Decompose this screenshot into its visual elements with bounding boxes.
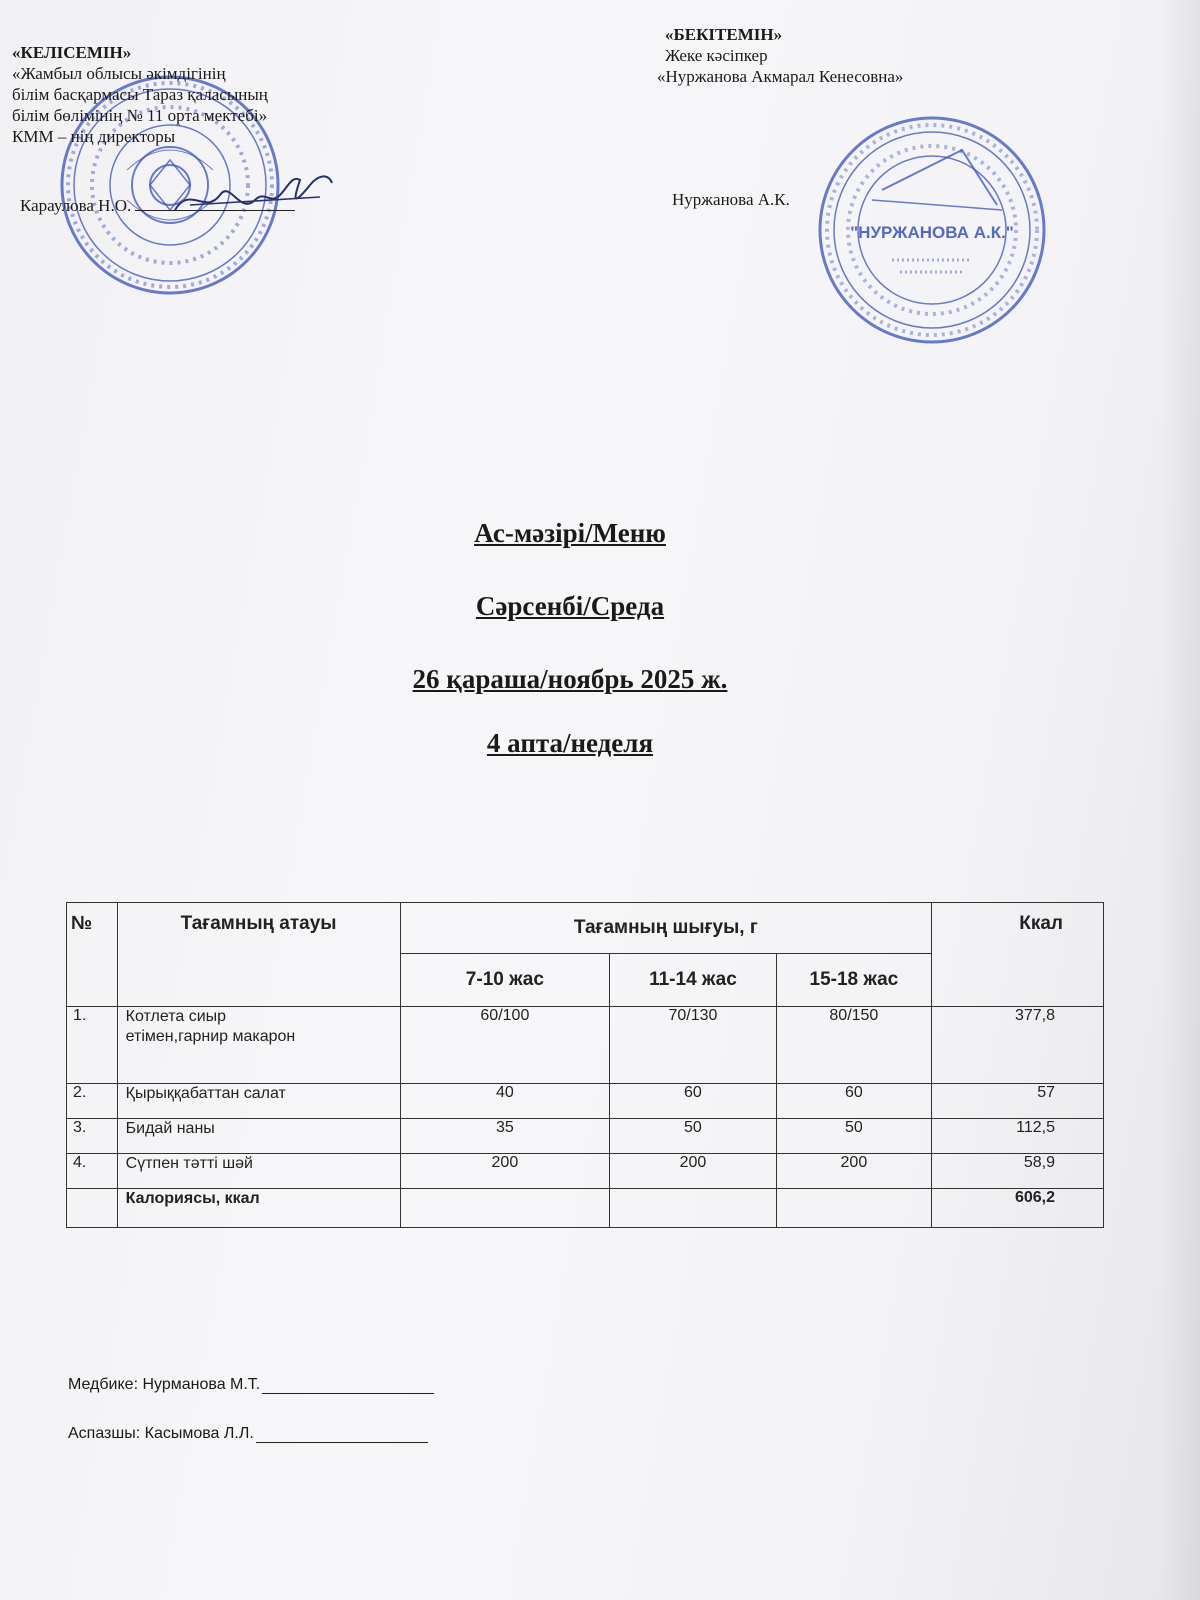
row-age2: 60 [610,1084,776,1119]
weekday-title: Сәрсенбі/Среда [475,591,665,621]
row-age3: 200 [776,1154,932,1189]
approved-signer-row [672,190,790,210]
row-num: 4. [67,1154,118,1189]
cook-label: Аспазшы: Касымова Л.Л. [68,1425,254,1442]
menu-table [66,902,1104,1228]
row-age1: 60/100 [400,1007,610,1084]
total-num-empty [67,1189,118,1228]
agreed-signer-row [20,196,295,216]
header-age-15-18: 15-18 жас [776,954,932,1007]
total-empty-1 [400,1189,610,1228]
entrepreneur-seal-stamp [812,110,1052,350]
approval-block-right [657,24,904,87]
table-row [67,1007,1104,1084]
row-kcal: 377,8 [932,1007,1104,1084]
total-empty-3 [776,1189,932,1228]
total-empty-2 [610,1189,776,1228]
row-dish: Қырыққабаттан салат [117,1084,400,1119]
header-kcal: Ккал [932,903,1104,1007]
row-age1: 40 [400,1084,610,1119]
header-output: Тағамның шығуы, г [400,903,932,954]
header-age-11-14: 11-14 жас [610,954,776,1007]
agreed-signer-name: Караулова Н.О. [20,196,132,215]
header-dish-name: Тағамның атауы [117,903,400,1007]
row-age3: 60 [776,1084,932,1119]
agreed-line-4: КММ – нің директоры [12,127,176,146]
approved-signer-name: Нуржанова А.К. [672,190,790,209]
row-age1: 35 [400,1119,610,1154]
row-age2: 200 [610,1154,776,1189]
table-header-row [67,903,1104,954]
row-num: 1. [67,1007,118,1084]
table-row [67,1119,1104,1154]
header-num: № [67,903,118,1007]
row-dish: Котлета сиыр етімен,гарнир макарон [117,1007,400,1084]
cook-signature-line [256,1426,428,1443]
nurse-label: Медбике: Нурманова М.Т. [68,1376,261,1393]
approved-line-2: «Нуржанова Акмарал Кенесовна» [657,67,904,86]
row-age2: 50 [610,1119,776,1154]
row-dish: Сүтпен тәтті шәй [117,1154,400,1189]
table-row [67,1154,1104,1189]
agreed-line-2: білім басқармасы Тараз қаласының [12,85,268,104]
row-age3: 50 [776,1119,932,1154]
approved-line-1: Жеке кәсіпкер [665,46,768,65]
row-num: 3. [67,1119,118,1154]
agreed-line-1: «Жамбыл облысы әкімдігінің [12,64,226,83]
row-age3: 80/150 [776,1007,932,1084]
nurse-signature-row [68,1376,434,1394]
agreed-title: «КЕЛІСЕМІН» [12,43,132,62]
seal-right-name: "НУРЖАНОВА А.К." [850,223,1014,242]
agreed-signature-line [135,210,295,211]
date-title: 26 қараша/ноябрь 2025 ж. [412,664,728,694]
row-dish: Бидай наны [117,1119,400,1154]
total-label: Калориясы, ккал [117,1189,400,1228]
menu-title: Ас-мәзірі/Меню [474,518,666,548]
table-total-row [67,1189,1104,1228]
header-age-7-10: 7-10 жас [400,954,610,1007]
cook-signature-row [68,1425,428,1443]
row-age2: 70/130 [610,1007,776,1084]
page-edge-shadow [1160,0,1200,1600]
approval-block-left [12,42,268,147]
week-title: 4 апта/неделя [486,728,654,758]
agreed-line-3: білім бөлімінің № 11 орта мектебі» [12,106,268,125]
row-kcal: 57 [932,1084,1104,1119]
table-row [67,1084,1104,1119]
director-signature [170,165,340,225]
row-age1: 200 [400,1154,610,1189]
row-kcal: 58,9 [932,1154,1104,1189]
total-kcal: 606,2 [932,1189,1104,1228]
row-kcal: 112,5 [932,1119,1104,1154]
approved-title: «БЕКІТЕМІН» [665,25,783,44]
row-num: 2. [67,1084,118,1119]
nurse-signature-line [262,1377,434,1394]
